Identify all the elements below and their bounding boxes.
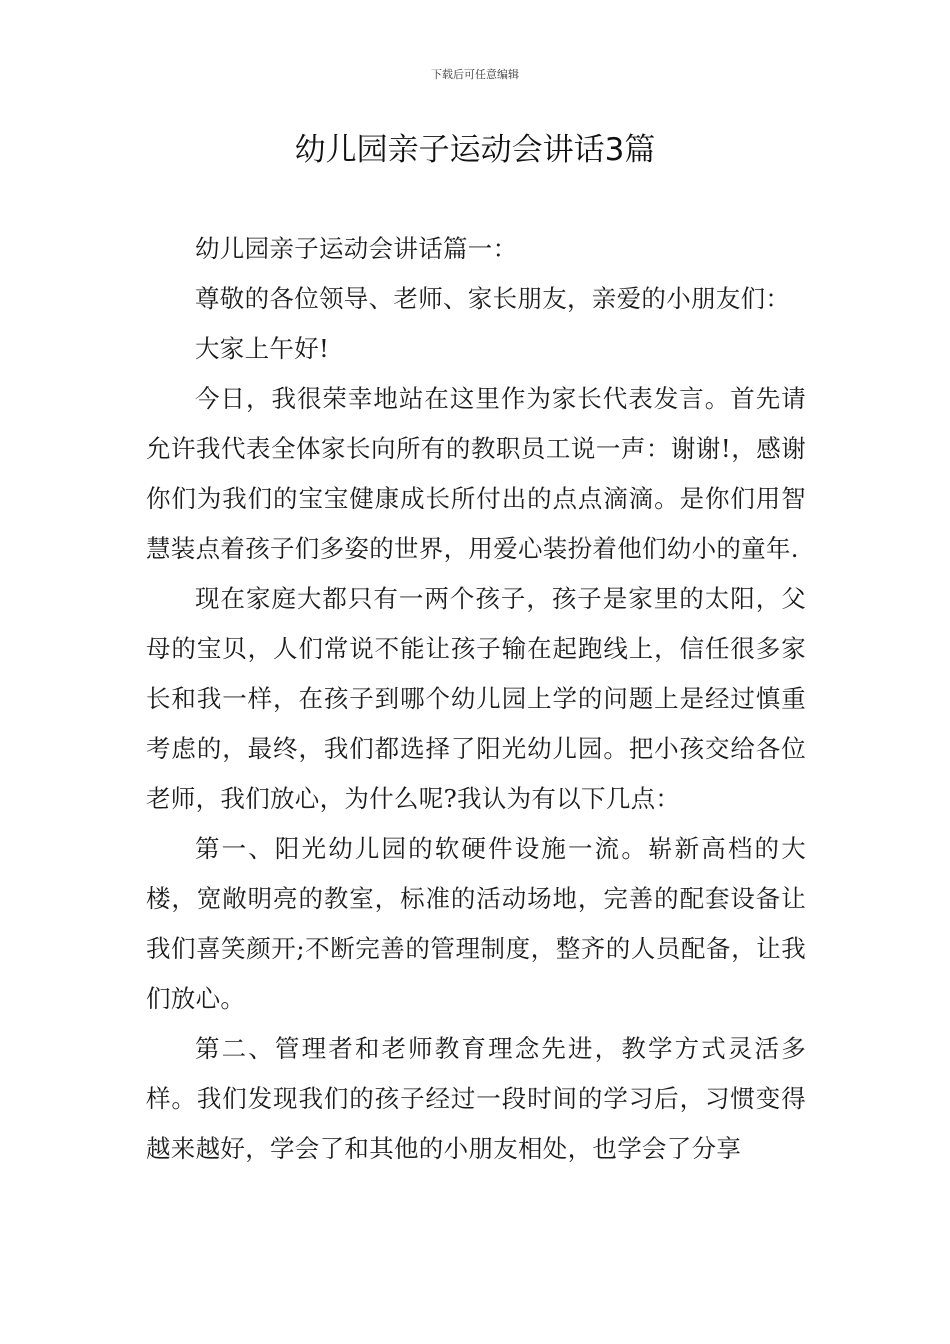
- section-heading: 幼儿园亲子运动会讲话篇一：: [195, 234, 518, 263]
- paragraph: 第一、阳光幼儿园的软硬件设施一流。崭新高档的大楼，宽敞明亮的教室，标准的活动场地，完善的配套设备让我们喜笑颜开;不断完善的管理制度，整齐的人员配备，让我们放心。: [146, 834, 806, 1013]
- header-note: 下载后可任意编辑: [431, 68, 519, 81]
- paragraph: 第二、管理者和老师教育理念先进，教学方式灵活多样。我们发现我们的孩子经过一段时间的学习后，习惯变得越来越好，学会了和其他的小朋友相处，也学会了分享: [146, 1034, 806, 1163]
- document-title: 幼儿园亲子运动会讲话3篇: [294, 132, 656, 168]
- salutation: 尊敬的各位领导、老师、家长朋友，亲爱的小朋友们：: [195, 284, 791, 313]
- paragraph: 今日，我很荣幸地站在这里作为家长代表发言。首先请允许我代表全体家长向所有的教职员工说一声：谢谢!，感谢你们为我们的宝宝健康成长所付出的点点滴滴。是你们用智慧装点着孩子们多姿的世界，用爱心装扮着他们幼小的童年.: [146, 384, 806, 563]
- document-body: [146, 224, 806, 1174]
- greeting: 大家上午好!: [195, 334, 330, 363]
- paragraph: 现在家庭大都只有一两个孩子，孩子是家里的太阳，父母的宝贝，人们常说不能让孩子输在起跑线上，信任很多家长和我一样，在孩子到哪个幼儿园上学的问题上是经过慎重考虑的，最终，我们都选择了阳光幼儿园。把小孩交给各位老师，我们放心，为什么呢?我认为有以下几点：: [146, 584, 806, 813]
